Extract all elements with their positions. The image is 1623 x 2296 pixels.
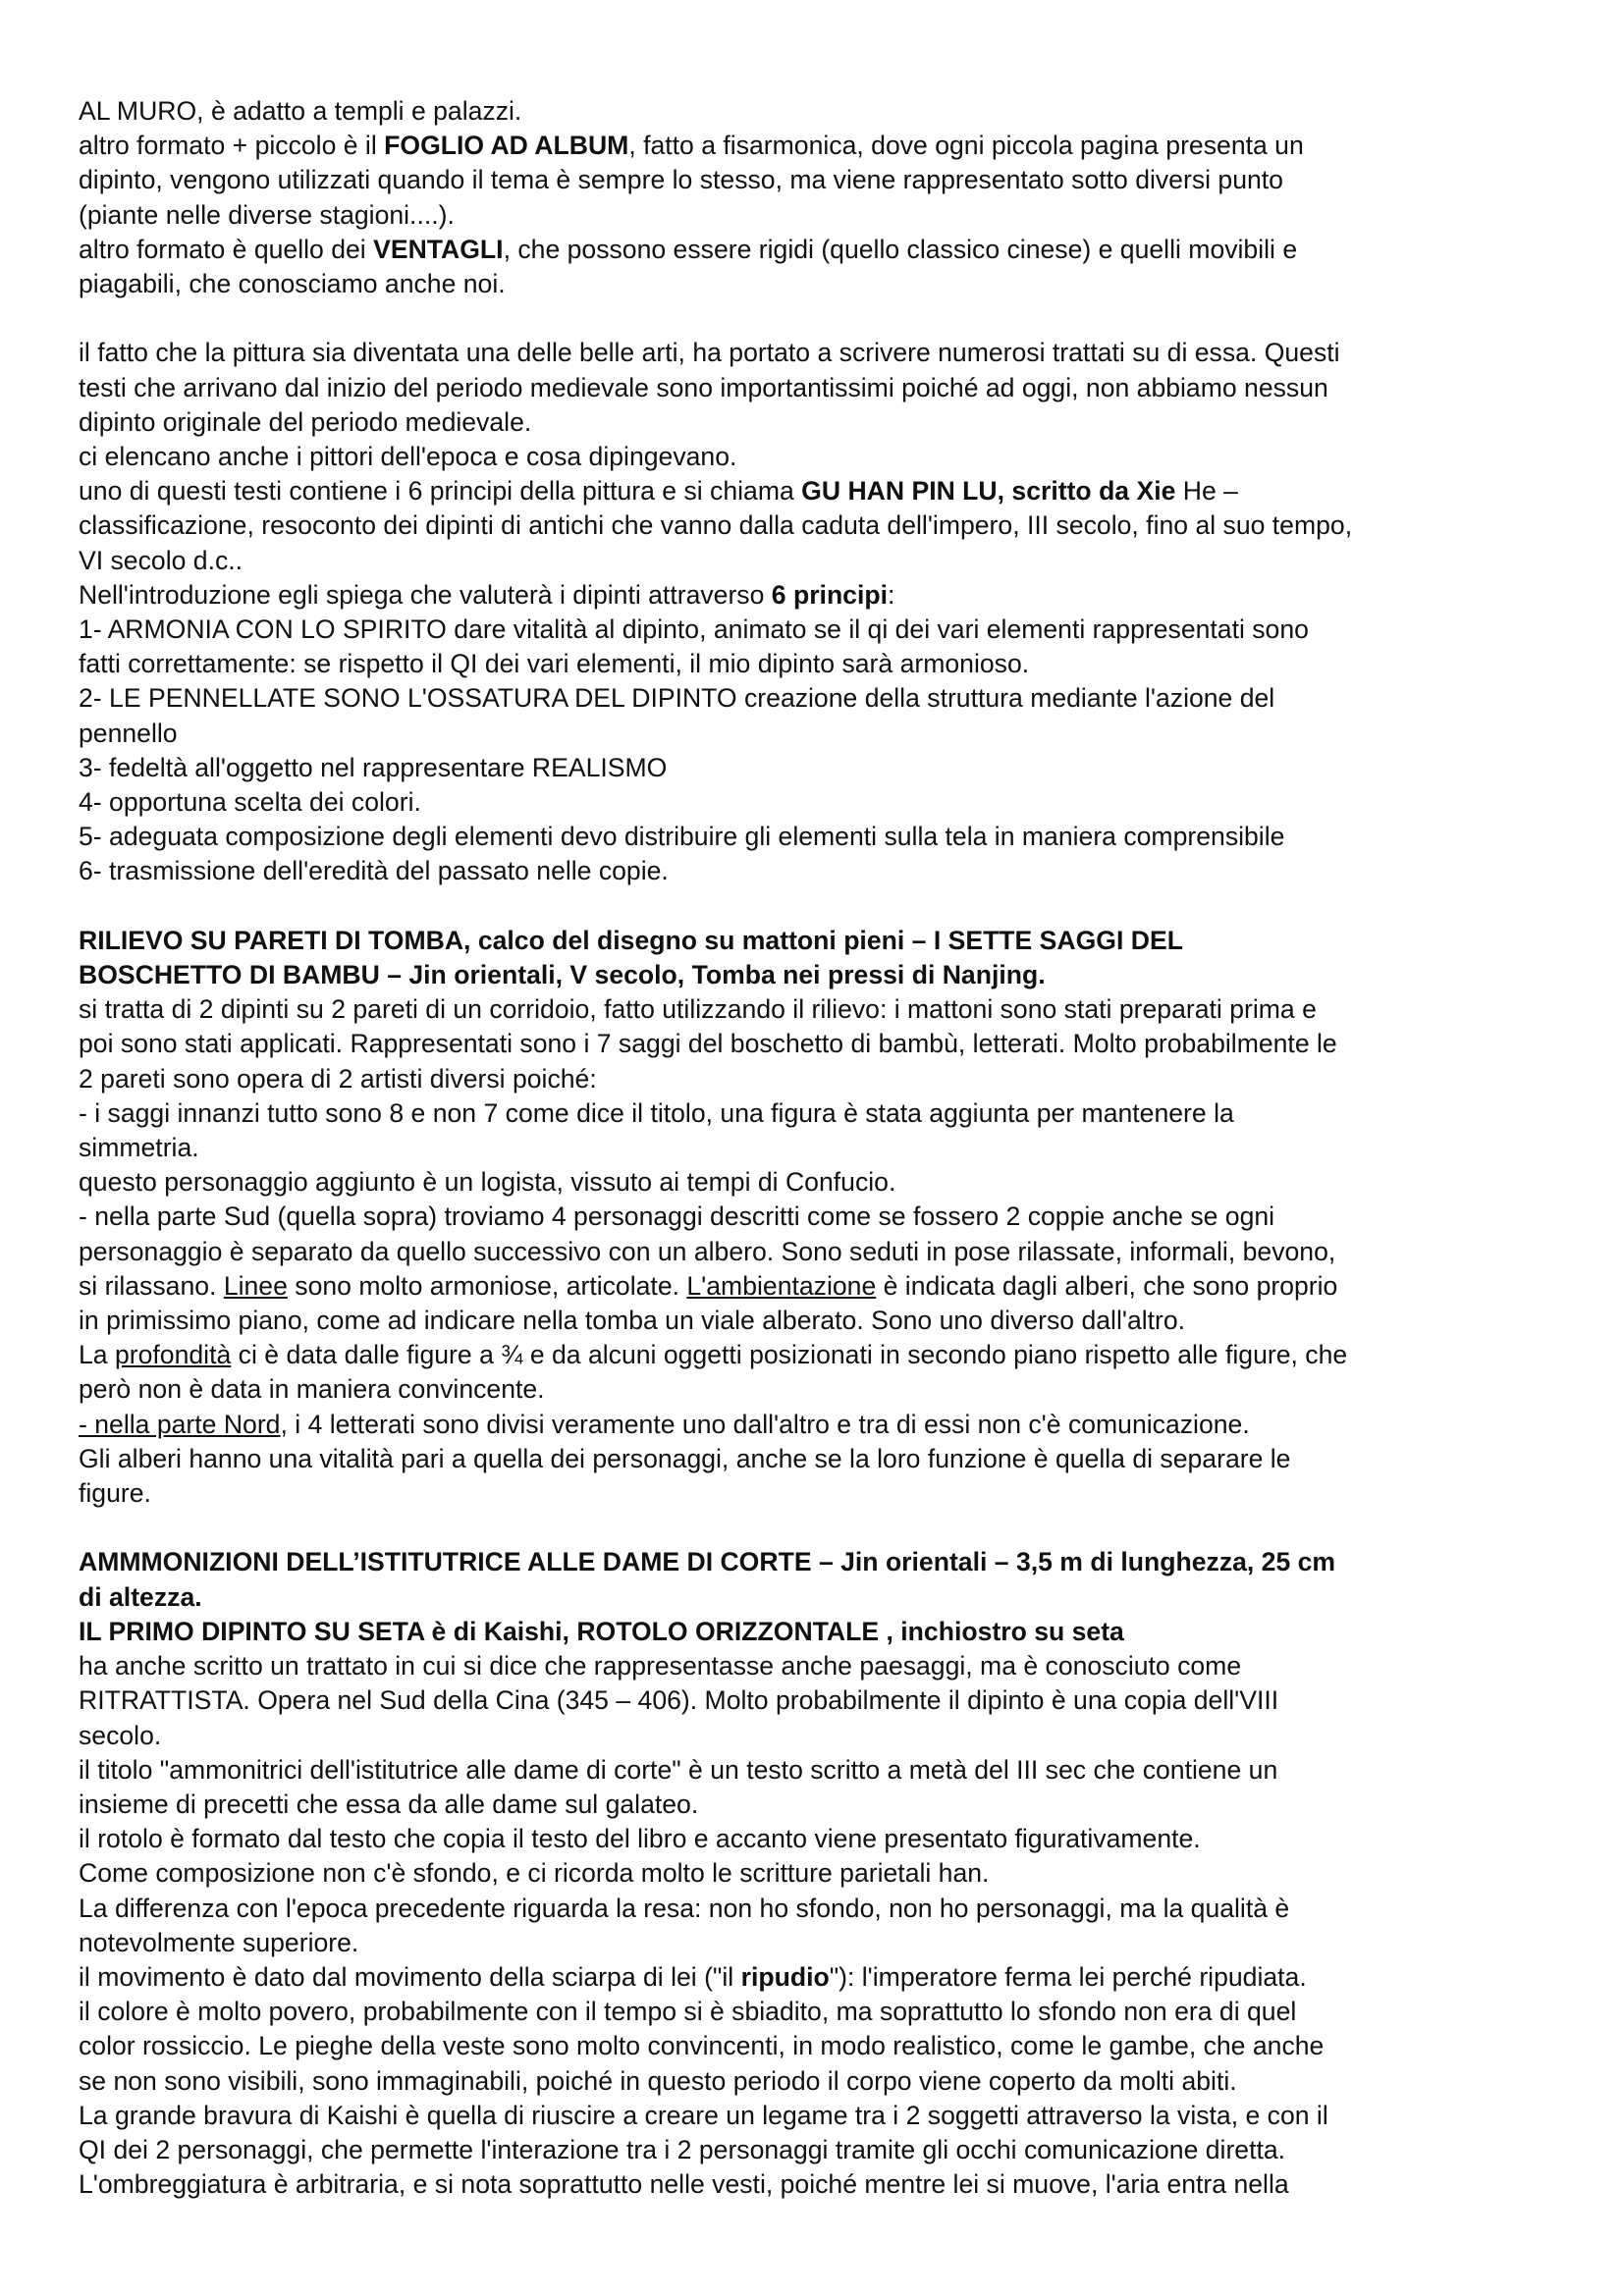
text-line: insieme di precetti che essa da alle dame sul galateo. [79,1789,699,1819]
text-line: figure. [79,1478,151,1509]
text-line: simmetria. [79,1133,199,1163]
principle-4: 4- opportuna scelta dei colori. [79,787,421,818]
text-line: Come composizione non c'è sfondo, e ci ricorda molto le scritture parietali han. [79,1858,990,1889]
text-line: classificazione, resoconto dei dipinti di antichi che vanno dalla caduta dell'impero, III secolo, fino al suo tempo, [79,510,1353,541]
principle-5: 5- adeguata composizione degli elementi devo distribuire gli elementi sulla tela in maniera comprensibile [79,822,1285,852]
text-line: questo personaggio aggiunto è un logista, vissuto ai tempi di Confucio. [79,1167,896,1198]
text-line: fatti correttamente: se rispetto il QI dei vari elementi, il mio dipinto sarà armonioso. [79,649,1030,679]
text-line: - nella parte Nord, i 4 letterati sono divisi veramente uno dall'altro e tra di essi non c'è comunicazione. [79,1409,1250,1439]
paragraph-tomb-relief [79,924,1551,1511]
text-line: si tratta di 2 dipinti su 2 pareti di un corridoio, fatto utilizzando il rilievo: i mattoni sono stati preparati prima e [79,994,1317,1025]
blank-line [79,301,1551,336]
text-line: il movimento è dato dal movimento della sciarpa di lei ("il ripudio"): l'imperatore ferma lei perché ripudiata. [79,1961,1307,1992]
text-line: personaggio è separato da quello successivo con un albero. Sono seduti in pose rilassate, informali, bevono, [79,1236,1336,1266]
section-heading: di altezza. [79,1581,202,1612]
text-line: altro formato + piccolo è il FOGLIO AD ALBUM, fatto a fisarmonica, dove ogni piccola pagina presenta un [79,131,1304,161]
text-line: dipinto, vengono utilizzati quando il tema è sempre lo stesso, ma viene rappresentato sotto diversi punto [79,165,1283,195]
section-heading: BOSCHETTO DI BAMBU – Jin orientali, V secolo, Tomba nei pressi di Nanjing. [79,960,1046,990]
text-line: QI dei 2 personaggi, che permette l'interazione tra i 2 personaggi tramite gli occhi comunicazione diretta. [79,2134,1286,2164]
text-line: piagabili, che conosciamo anche noi. [79,269,506,299]
text-line: ha anche scritto un trattato in cui si dice che rappresentasse anche paesaggi, ma è conosciuto come [79,1651,1242,1682]
section-heading: RILIEVO SU PARETI DI TOMBA, calco del disegno su mattoni pieni – I SETTE SAGGI DEL [79,925,1183,955]
text-line: testi che arrivano dal inizio del periodo medievale sono importantissimi poiché ad oggi, non abbiamo nessun [79,372,1328,402]
text-line: però non è data in maniera convincente. [79,1374,545,1405]
text-line: il fatto che la pittura sia diventata una delle belle arti, ha portato a scrivere numerosi trattati su di essa. Questi [79,338,1340,368]
text-line: La grande bravura di Kaishi è quella di riuscire a creare un legame tra i 2 soggetti attraverso la vista, e con il [79,2100,1328,2130]
text-line: RITRATTISTA. Opera nel Sud della Cina (345 – 406). Molto probabilmente il dipinto è una copia dell'VIII [79,1685,1279,1716]
text-line: 2 pareti sono opera di 2 artisti diversi poiché: [79,1063,597,1094]
text-line: poi sono stati applicati. Rappresentati sono i 7 saggi del boschetto di bambù, letterati. Molto probabilmente le [79,1029,1337,1059]
principle-3: 3- fedeltà all'oggetto nel rappresentare REALISMO [79,752,668,782]
text-line: secolo. [79,1720,162,1750]
paragraph-formats [79,94,1551,301]
text-line: Nell'introduzione egli spiega che valuterà i dipinti attraverso 6 principi: [79,579,895,610]
section-heading: AMMMONIZIONI DELL’ISTITUTRICE ALLE DAME DI CORTE – Jin orientali – 3,5 m di lunghezza, 25 cm [79,1547,1336,1577]
text-line: La profondità ci è data dalle figure a ¾ e da alcuni oggetti posizionati in secondo piano rispetto alle figure, che [79,1340,1348,1370]
text-line: Gli alberi hanno una vitalità pari a quella dei personaggi, anche se la loro funzione è quella di separare le [79,1443,1291,1473]
text-line: dipinto originale del periodo medievale. [79,406,532,437]
text-line: pennello [79,718,178,748]
principle-6: 6- trasmissione dell'eredità del passato nelle copie. [79,856,669,886]
text-line: - i saggi innanzi tutto sono 8 e non 7 come dice il titolo, una figura è stata aggiunta per mantenere la [79,1097,1234,1128]
text-line: il rotolo è formato dal testo che copia il testo del libro e accanto viene presentato figurativamente. [79,1824,1201,1854]
text-line: altro formato è quello dei VENTAGLI, che possono essere rigidi (quello classico cinese) e quelli movibili e [79,234,1298,264]
text-line: - nella parte Sud (quella sopra) troviamo 4 personaggi descritti come se fossero 2 coppie anche se ogni [79,1201,1275,1232]
text-line: VI secolo d.c.. [79,545,243,575]
paragraph-admonitions [79,1545,1551,2202]
text-line: color rossiccio. Le pieghe della veste sono molto convincenti, in modo realistico, come le gambe, che anche [79,2031,1325,2061]
document-page [79,94,1551,2202]
text-line: La differenza con l'epoca precedente riguarda la resa: non ho sfondo, non ho personaggi, ma la qualità è [79,1893,1290,1923]
paragraph-treatises [79,336,1551,888]
text-line: notevolmente superiore. [79,1927,359,1957]
blank-line [79,889,1551,924]
text-line: uno di questi testi contiene i 6 principi della pittura e si chiama GU HAN PIN LU, scritto da Xie He – [79,476,1238,507]
text-line: in primissimo piano, come ad indicare nella tomba un viale alberato. Sono uno diverso dall'altro. [79,1306,1186,1336]
text-line: ci elencano anche i pittori dell'epoca e cosa dipingevano. [79,442,737,472]
principle-1: 1- ARMONIA CON LO SPIRITO dare vitalità al dipinto, animato se il qi dei vari elementi rappresentati sono [79,614,1309,645]
text-line: (piante nelle diverse stagioni....). [79,199,455,230]
principle-2: 2- LE PENNELLATE SONO L'OSSATURA DEL DIPINTO creazione della struttura mediante l'azione del [79,683,1275,714]
text-line: AL MURO, è adatto a templi e palazzi. [79,96,522,126]
section-heading: IL PRIMO DIPINTO SU SETA è di Kaishi, ROTOLO ORIZZONTALE , inchiostro su seta [79,1616,1124,1646]
text-line: L'ombreggiatura è arbitraria, e si nota soprattutto nelle vesti, poiché mentre lei si muove, l'aria entra nella [79,2169,1289,2200]
text-line: il colore è molto povero, probabilmente con il tempo si è sbiadito, ma soprattutto lo sfondo non era di quel [79,1997,1297,2027]
text-line: se non sono visibili, sono immaginabili, poiché in questo periodo il corpo viene coperto da molti abiti. [79,2065,1237,2096]
text-line: si rilassano. Linee sono molto armoniose, articolate. L'ambientazione è indicata dagli alberi, che sono proprio [79,1270,1338,1301]
blank-line [79,1511,1551,1545]
text-line: il titolo "ammonitrici dell'istitutrice alle dame di corte" è un testo scritto a metà del III sec che contiene un [79,1754,1278,1785]
